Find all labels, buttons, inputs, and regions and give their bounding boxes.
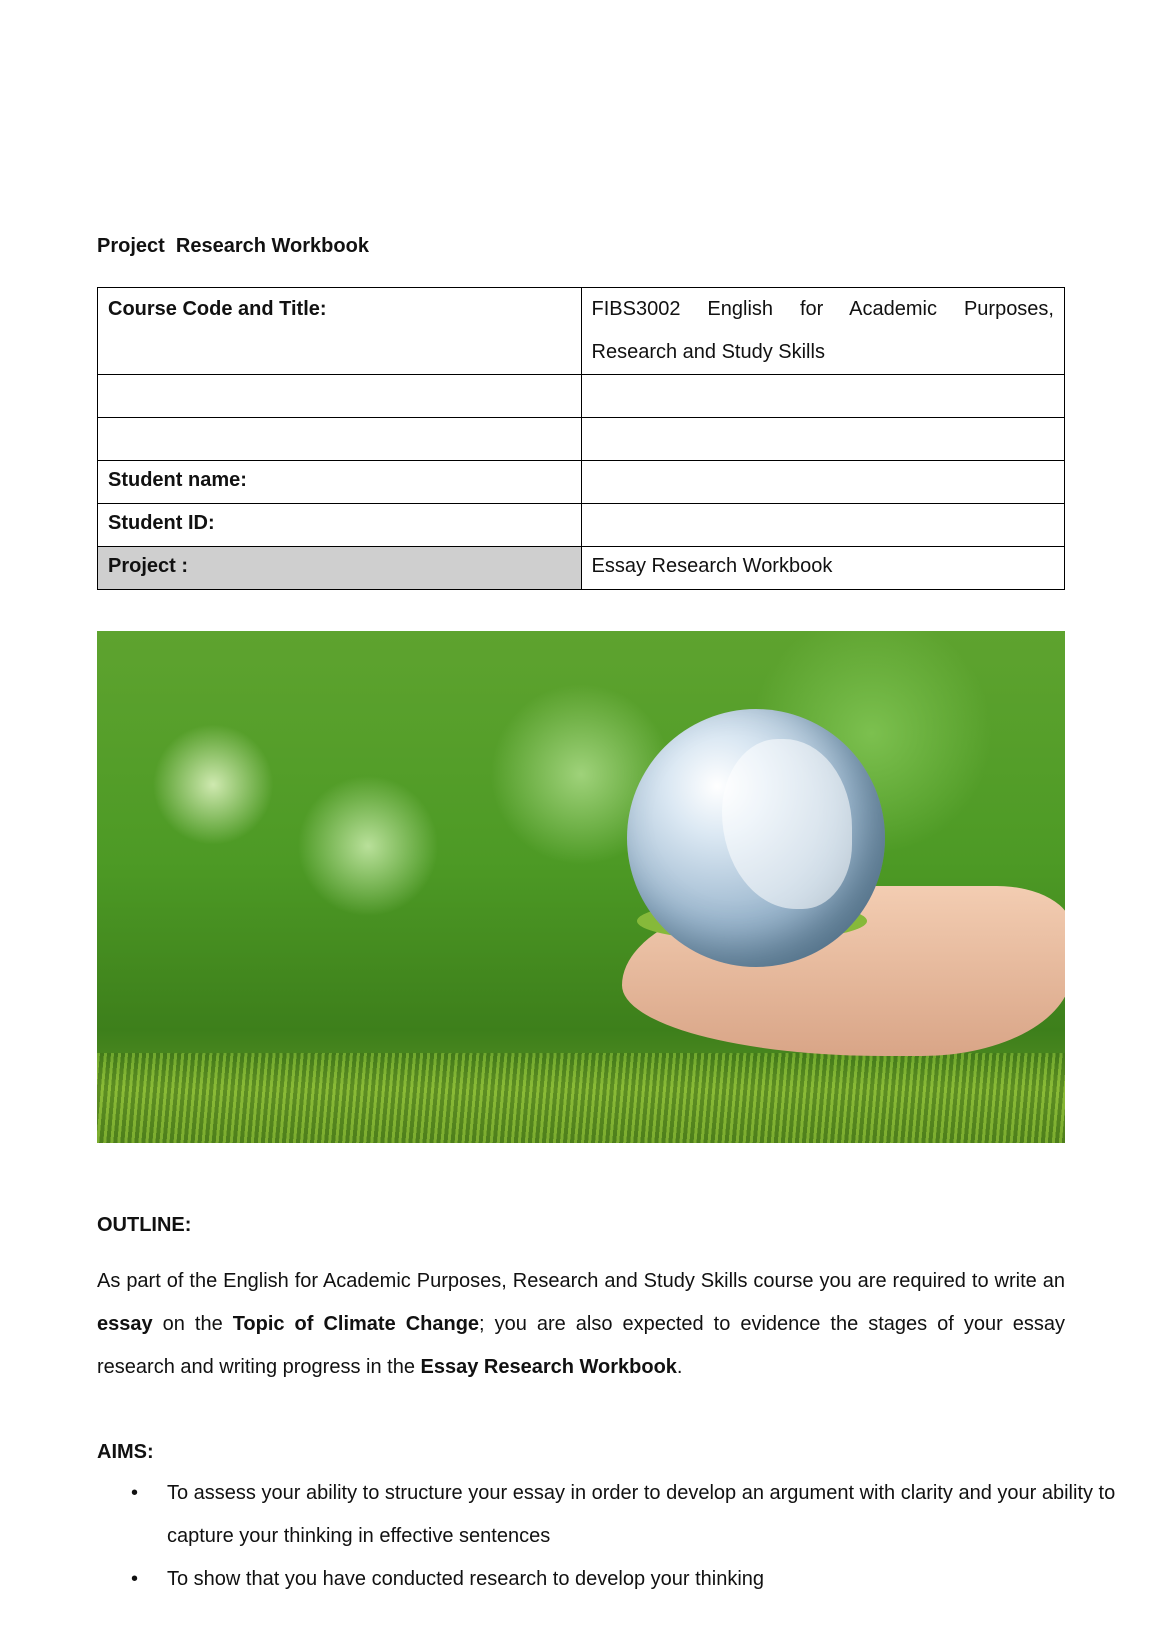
outline-bold-topic: Topic of Climate Change [232,1313,480,1335]
outline-heading: OUTLINE: [97,1214,192,1236]
bullet-icon: • [131,1568,139,1590]
student-id-label: Student ID: [98,504,582,547]
aim-text: To show that you have conducted research to develop your thinking [167,1568,765,1590]
list-item [131,1472,1135,1558]
list-item [131,1558,1135,1601]
outline-text: . [676,1356,683,1378]
globe-continents [722,739,852,909]
table-row [98,461,1065,504]
outline-bold-workbook: Essay Research Workbook [420,1356,677,1378]
table-row [98,504,1065,547]
course-info-table [97,287,1065,590]
empty-cell [581,418,1065,461]
project-label: Project : [98,547,582,590]
glass-globe [627,709,885,967]
outline-text: As part of the English for Academic Purposes, Research and Study Skills course you are required to write an [97,1270,1065,1292]
table-row [98,375,1065,418]
student-id-field[interactable] [581,504,1065,547]
course-code-label: Course Code and Title: [98,288,582,375]
outline-text: on the [152,1313,233,1335]
course-code-value: FIBS3002 English for Academic Purposes, Research and Study Skills [581,288,1065,375]
empty-cell [581,375,1065,418]
table-row [98,547,1065,590]
table-row [98,418,1065,461]
aims-heading: AIMS: [97,1441,154,1463]
climate-globe-photo [97,631,1065,1143]
document-title: Project Research Workbook [97,235,369,257]
student-name-label: Student name: [98,461,582,504]
aim-text: To assess your ability to structure your essay in order to develop an argument with clarity and your ability to capture your thinking in effective sentences [167,1482,1116,1547]
empty-cell [98,375,582,418]
project-value: Essay Research Workbook [581,547,1065,590]
outline-paragraph [97,1260,1065,1389]
empty-cell [98,418,582,461]
student-name-field[interactable] [581,461,1065,504]
aims-list [97,1472,1135,1601]
table-row [98,288,1065,375]
bullet-icon: • [131,1482,139,1504]
outline-text: ; you are also expected to evidence the stages of your essay research and writing progress in the [97,1313,1066,1378]
outline-bold-essay: essay [97,1313,153,1335]
moss-ground [97,1053,1065,1143]
